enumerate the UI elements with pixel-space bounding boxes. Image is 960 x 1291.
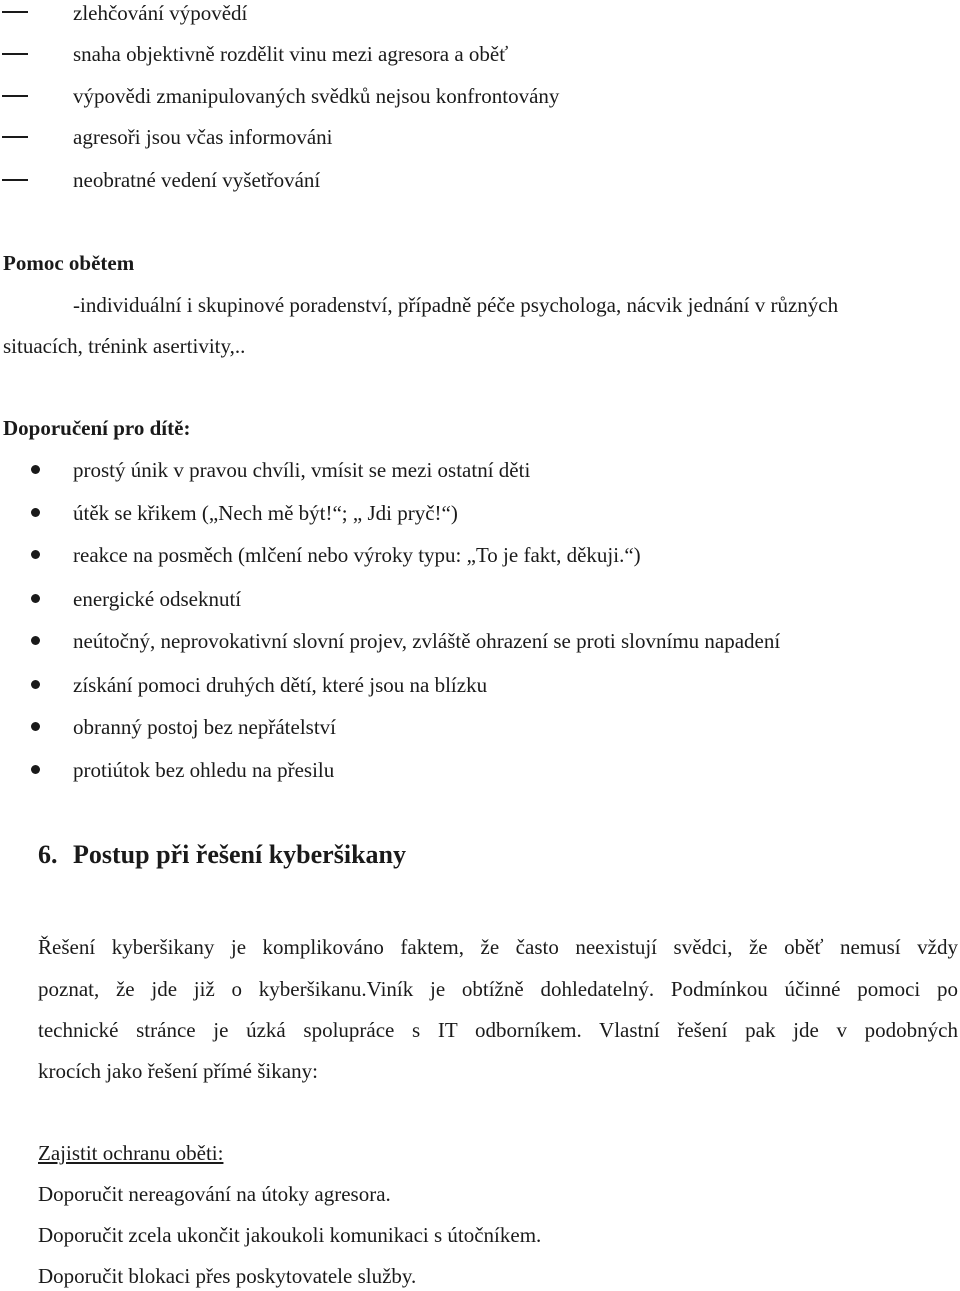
bullet-dot-icon <box>31 550 40 559</box>
paragraph-line: poznat, že jde již o kyberšikanu.Viník je obtížně dohledatelný. Podmínkou účinné pomoci po <box>38 977 958 1001</box>
bullet-dot-icon <box>31 465 40 474</box>
bullet-dot-icon <box>31 594 40 603</box>
pomoc-text-line-1: -individuální i skupinové poradenství, případně péče psychologa, nácvik jednání v různých <box>73 293 839 317</box>
bullet-dot-icon <box>31 636 40 645</box>
dash-bullet-icon <box>2 179 28 181</box>
ochrana-line: Doporučit nereagování na útoky agresora. <box>38 1182 391 1206</box>
bullet-list-item-text: získání pomoci druhých dětí, které jsou na blízku <box>73 673 488 697</box>
bullet-dot-icon <box>31 508 40 517</box>
bullet-list-item-text: reakce na posměch (mlčení nebo výroky typu: „To je fakt, děkuji.“) <box>73 543 641 567</box>
bullet-dot-icon <box>31 765 40 774</box>
bullet-list-item-text: útěk se křikem („Nech mě být!“; „ Jdi pryč!“) <box>73 501 458 525</box>
doporuceni-heading: Doporučení pro dítě: <box>3 416 191 440</box>
paragraph-line: technické stránce je úzká spolupráce s IT odborníkem. Vlastní řešení pak jde v podobných <box>38 1018 958 1042</box>
bullet-dot-icon <box>31 680 40 689</box>
paragraph-line: krocích jako řešení přímé šikany: <box>38 1059 318 1083</box>
ochrana-line: Doporučit blokaci přes poskytovatele služby. <box>38 1264 417 1288</box>
bullet-list-item-text: prostý únik v pravou chvíli, vmísit se mezi ostatní děti <box>73 458 531 482</box>
section-title: Postup při řešení kyberšikany <box>73 840 406 869</box>
bullet-list-item-text: protiútok bez ohledu na přesilu <box>73 758 335 782</box>
dash-bullet-icon <box>2 136 28 138</box>
dash-list-item-text: snaha objektivně rozdělit vinu mezi agresora a oběť <box>73 42 509 66</box>
dash-list-item-text: agresoři jsou včas informováni <box>73 125 333 149</box>
pomoc-heading: Pomoc obětem <box>3 251 135 275</box>
bullet-list-item-text: obranný postoj bez nepřátelství <box>73 715 337 739</box>
bullet-list-item-text: neútočný, neprovokativní slovní projev, zvláště ohrazení se proti slovnímu napadení <box>73 629 781 653</box>
bullet-dot-icon <box>31 722 40 731</box>
dash-list-item-text: zlehčování výpovědí <box>73 1 248 25</box>
pomoc-text-line-2: situacích, trénink asertivity,.. <box>3 334 246 358</box>
bullet-list-item-text: energické odseknutí <box>73 587 242 611</box>
dash-list-item-text: výpovědi zmanipulovaných svědků nejsou konfrontovány <box>73 84 560 108</box>
paragraph-line: Řešení kyberšikany je komplikováno faktem, že často neexistují svědci, že oběť nemusí vždy <box>38 935 958 959</box>
dash-bullet-icon <box>2 11 28 13</box>
section-number: 6. <box>38 840 58 869</box>
dash-bullet-icon <box>2 53 28 55</box>
dash-bullet-icon <box>2 95 28 97</box>
ochrana-line: Doporučit zcela ukončit jakoukoli komunikaci s útočníkem. <box>38 1223 542 1247</box>
dash-list-item-text: neobratné vedení vyšetřování <box>73 168 321 192</box>
ochrana-heading: Zajistit ochranu oběti: <box>38 1141 224 1165</box>
